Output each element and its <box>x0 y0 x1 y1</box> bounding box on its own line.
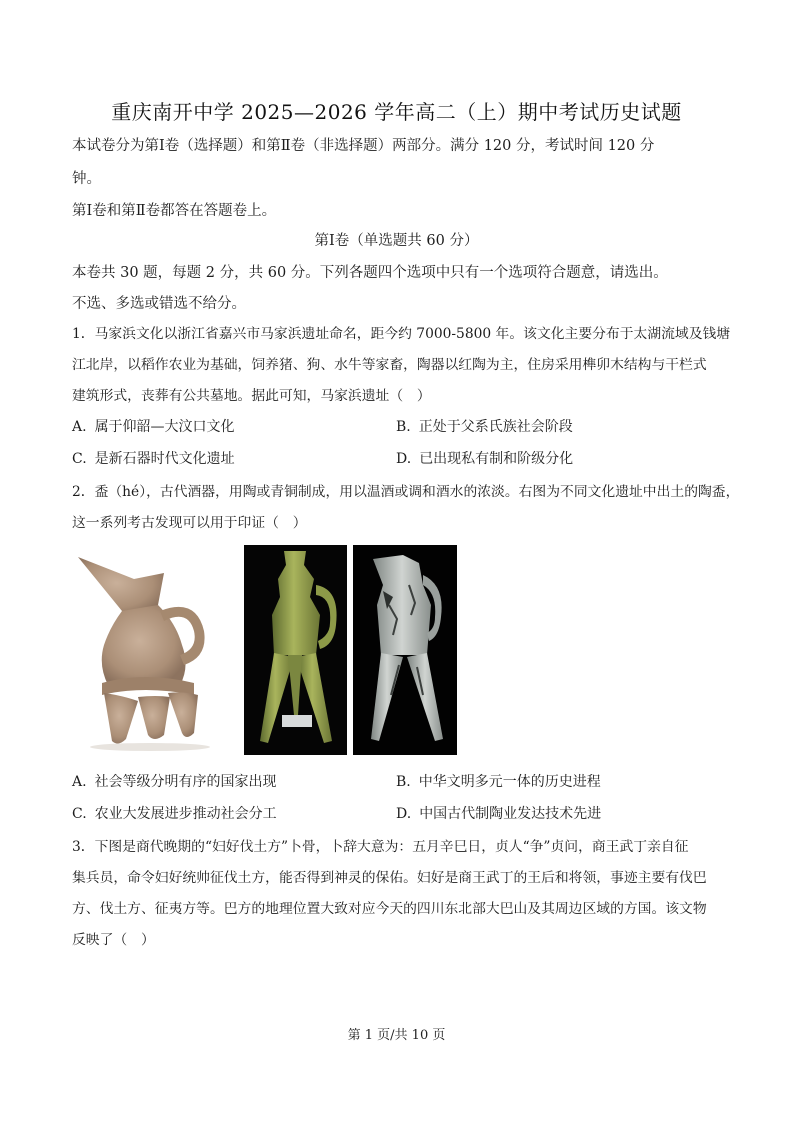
grey-pottery-he-image <box>353 545 457 755</box>
question-3-line-3: 方、伐土方、征夷方等。巴方的地理位置大致对应今天的四川东北部大巴山及其周边区域的方国。该文物 <box>72 901 707 917</box>
question-3-line-1: 3．下图是商代晚期的“妇好伐土方”卜骨，卜辞大意为：五月辛巳日，贞人“争”贞问，商王武丁亲自征 <box>72 839 689 855</box>
bronze-he-image <box>244 545 347 755</box>
question-2-line-1: 2．盉（hé），古代酒器，用陶或青铜制成，用以温酒或调和酒水的浓淡。右图为不同文化遗址中出土的陶盉， <box>72 484 740 500</box>
q2-option-c[interactable]: C. 农业大发展进步推动社会分工 <box>72 806 277 822</box>
q2-option-d[interactable]: D. 中国古代制陶业发达技术先进 <box>396 806 602 822</box>
q2-option-b[interactable]: B. 中华文明多元一体的历史进程 <box>396 774 601 790</box>
q1-option-d[interactable]: D. 已出现私有制和阶级分化 <box>396 451 574 467</box>
pottery-he-image-1 <box>72 545 232 755</box>
question-3-line-2: 集兵员，命令妇好统帅征伐土方，能否得到神灵的保佑。妇好是商王武丁的王后和将领，事迹主要有伐巴 <box>72 870 707 886</box>
q1-option-b[interactable]: B. 正处于父系氏族社会阶段 <box>396 419 573 435</box>
page-title: 重庆南开中学 2025—2026 学年高二（上）期中考试历史试题 <box>111 100 682 124</box>
question-1-line-3: 建筑形式，丧葬有公共墓地。据此可知，马家浜遗址（ ） <box>72 388 431 404</box>
page-number-footer: 第 1 页/共 10 页 <box>347 1028 446 1043</box>
q1-option-a[interactable]: A. 属于仰韶—大汶口文化 <box>72 419 235 435</box>
pottery-he-figure <box>72 545 457 755</box>
section-instructions-2: 不选、多选或错选不给分。 <box>72 296 246 312</box>
q2-option-a[interactable]: A. 社会等级分明有序的国家出现 <box>72 774 277 790</box>
question-1-line-1: 1．马家浜文化以浙江省嘉兴市马家浜遗址命名，距今约 7000-5800 年。该文化主要分布于太湖流域及钱塘 <box>72 326 731 342</box>
q1-option-c[interactable]: C. 是新石器时代文化遗址 <box>72 451 235 467</box>
question-3-line-4: 反映了（ ） <box>72 932 155 948</box>
intro-line-3: 第Ⅰ卷和第Ⅱ卷都答在答题卷上。 <box>72 203 277 219</box>
question-2-line-2: 这一系列考古发现可以用于印证（ ） <box>72 515 307 531</box>
intro-line-2: 钟。 <box>72 171 101 187</box>
question-1-line-2: 江北岸，以稻作农业为基础，饲养猪、狗、水牛等家畜，陶器以红陶为主，住房采用榫卯木结构与干栏式 <box>72 357 707 373</box>
intro-line-1: 本试卷分为第Ⅰ卷（选择题）和第Ⅱ卷（非选择题）两部分。满分 120 分，考试时间 120 分 <box>72 138 655 154</box>
section-instructions-1: 本卷共 30 题，每题 2 分，共 60 分。下列各题四个选项中只有一个选项符合题意，请选出。 <box>72 265 668 281</box>
section-heading: 第Ⅰ卷（单选题共 60 分） <box>314 233 479 249</box>
